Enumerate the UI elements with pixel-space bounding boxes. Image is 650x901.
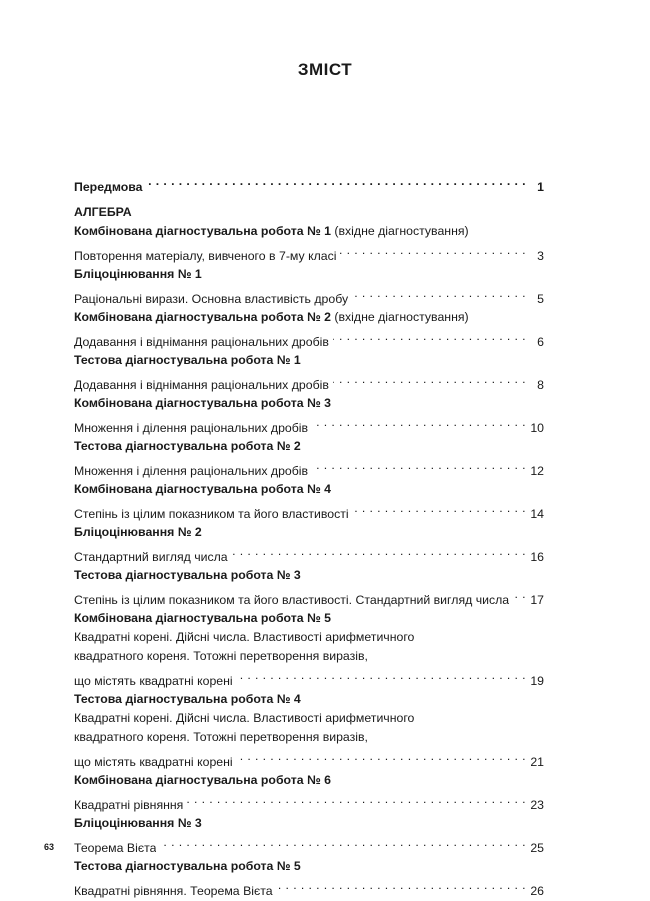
entry-description-line	[74, 370, 544, 392]
entry-page-number: 26	[530, 884, 544, 898]
entry-description: Квадратні рівняння. Теорема Вієта	[74, 884, 273, 898]
entry-description-line	[74, 327, 544, 349]
entry-page-number: 21	[530, 755, 544, 769]
entry-page-number: 8	[537, 378, 544, 392]
entry-heading	[74, 394, 544, 413]
entry-heading-title: Комбінована діагностувальна робота № 6	[74, 773, 331, 787]
entry-heading	[74, 690, 544, 709]
entry-heading-title: Комбінована діагностувальна робота № 5	[74, 611, 331, 625]
toc-entry[interactable]	[74, 690, 544, 769]
entry-description: Додавання і віднімання раціональних дробів	[74, 378, 329, 392]
entry-heading	[74, 480, 544, 499]
entry-description: Повторення матеріалу, вивченого в 7-му класі	[74, 249, 337, 263]
entry-description-line	[74, 628, 544, 647]
entry-heading-title: Тестова діагностувальна робота № 4	[74, 692, 301, 706]
dot-leader	[237, 666, 526, 685]
entry-heading	[74, 523, 544, 542]
toc-entry[interactable]	[74, 265, 544, 306]
entry-heading-title: Тестова діагностувальна робота № 3	[74, 568, 301, 582]
entry-description-line	[74, 833, 544, 855]
dot-leader	[277, 876, 526, 895]
entry-heading	[74, 308, 544, 327]
entry-heading	[74, 566, 544, 585]
entry-description-line	[74, 499, 544, 521]
entry-heading-note: (вхідне діагностування)	[330, 310, 469, 324]
entry-heading	[74, 351, 544, 370]
entry-page-number: 12	[530, 464, 544, 478]
toc-entry[interactable]	[74, 351, 544, 392]
entry-heading-title: Комбінована діагностувальна робота № 4	[74, 482, 331, 496]
entry-page-number: 10	[530, 421, 544, 435]
entry-page-number: 25	[530, 841, 544, 855]
entry-description: Теорема Вієта	[74, 841, 157, 855]
toc-entries	[74, 222, 544, 898]
entry-description-line	[74, 647, 544, 666]
entry-heading	[74, 771, 544, 790]
entry-page-number: 3	[537, 249, 544, 263]
entry-description: що містять квадратні корені	[74, 755, 233, 769]
entry-heading	[74, 609, 544, 628]
entry-heading-title: Бліцоцінювання № 2	[74, 525, 202, 539]
entry-description-line	[74, 709, 544, 728]
entry-page-number: 1	[537, 180, 544, 194]
entry-label: Передмова	[74, 180, 143, 194]
entry-page-number: 23	[530, 798, 544, 812]
page-number: 63	[44, 842, 55, 852]
entry-heading-title: Бліцоцінювання № 3	[74, 816, 202, 830]
toc-entry-foreword[interactable]	[74, 172, 544, 194]
entry-description: Квадратні корені. Дійсні числа. Властивості арифметичного	[74, 711, 415, 725]
entry-page-number: 6	[537, 335, 544, 349]
dot-leader	[312, 456, 526, 475]
entry-heading-note: (вхідне діагностування)	[330, 224, 469, 238]
entry-heading-title: Бліцоцінювання № 1	[74, 267, 202, 281]
dot-leader	[312, 413, 526, 432]
entry-page-number: 16	[530, 550, 544, 564]
entry-description: Степінь із цілим показником та його властивості	[74, 507, 349, 521]
entry-description-line	[74, 790, 544, 812]
entry-description-line	[74, 241, 544, 263]
entry-description: Квадратні корені. Дійсні числа. Властивості арифметичного	[74, 630, 415, 644]
entry-description: Множення і ділення раціональних дробів	[74, 464, 309, 478]
entry-heading	[74, 857, 544, 876]
toc-entry[interactable]	[74, 566, 544, 607]
entry-page-number: 5	[537, 292, 544, 306]
entry-page-number: 19	[530, 674, 544, 688]
entry-heading-title: Тестова діагностувальна робота № 5	[74, 859, 301, 873]
entry-heading-title: Тестова діагностувальна робота № 1	[74, 353, 301, 367]
entry-heading-title: Тестова діагностувальна робота № 2	[74, 439, 301, 453]
dot-leader	[340, 241, 526, 260]
toc-entry[interactable]	[74, 222, 544, 263]
entry-description-line	[74, 284, 544, 306]
toc-entry[interactable]	[74, 771, 544, 812]
entry-description-line	[74, 456, 544, 478]
entry-heading	[74, 437, 544, 456]
entry-heading-title: Комбінована діагностувальна робота № 2	[74, 310, 331, 324]
entry-description: квадратного кореня. Тотожні перетворення виразів,	[74, 649, 368, 663]
dot-leader	[513, 585, 526, 604]
toc-entry[interactable]	[74, 814, 544, 855]
toc-entry[interactable]	[74, 609, 544, 688]
entry-description-line	[74, 666, 544, 688]
entry-description: Додавання і віднімання раціональних дробів	[74, 335, 329, 349]
table-of-contents	[74, 172, 544, 898]
toc-entry[interactable]	[74, 437, 544, 478]
entry-description: Раціональні вирази. Основна властивість дробу	[74, 292, 349, 306]
entry-description: Степінь із цілим показником та його властивості. Стандартний вигляд числа	[74, 593, 510, 607]
entry-heading-title: Комбінована діагностувальна робота № 1	[74, 224, 331, 238]
entry-description-line	[74, 728, 544, 747]
dot-leader	[232, 542, 526, 561]
entry-description-line	[74, 542, 544, 564]
dot-leader	[352, 284, 526, 303]
toc-entry[interactable]	[74, 394, 544, 435]
dot-leader	[333, 327, 526, 346]
dot-leader	[333, 370, 526, 389]
entry-description: що містять квадратні корені	[74, 674, 233, 688]
entry-description: Множення і ділення раціональних дробів	[74, 421, 309, 435]
toc-entry[interactable]	[74, 523, 544, 564]
entry-description: квадратного кореня. Тотожні перетворення виразів,	[74, 730, 368, 744]
entry-description-line	[74, 876, 544, 898]
toc-entry[interactable]	[74, 480, 544, 521]
dot-leader	[147, 172, 526, 191]
entry-page-number: 17	[530, 593, 544, 607]
toc-entry[interactable]	[74, 308, 544, 349]
entry-heading	[74, 222, 544, 241]
entry-description-line	[74, 747, 544, 769]
section-heading-algebra: АЛГЕБРА	[74, 205, 132, 219]
entry-page-number: 14	[530, 507, 544, 521]
dot-leader	[353, 499, 526, 518]
entry-description: Стандартний вигляд числа	[74, 550, 228, 564]
entry-description: Квадратні рівняння	[74, 798, 184, 812]
dot-leader	[237, 747, 526, 766]
entry-heading-title: Комбінована діагностувальна робота № 3	[74, 396, 331, 410]
entry-description-line	[74, 585, 544, 607]
page-title: ЗМІСТ	[297, 60, 353, 79]
entry-heading	[74, 814, 544, 833]
dot-leader	[187, 790, 526, 809]
entry-description-line	[74, 413, 544, 435]
toc-entry[interactable]	[74, 857, 544, 898]
entry-heading	[74, 265, 544, 284]
dot-leader	[160, 833, 526, 852]
